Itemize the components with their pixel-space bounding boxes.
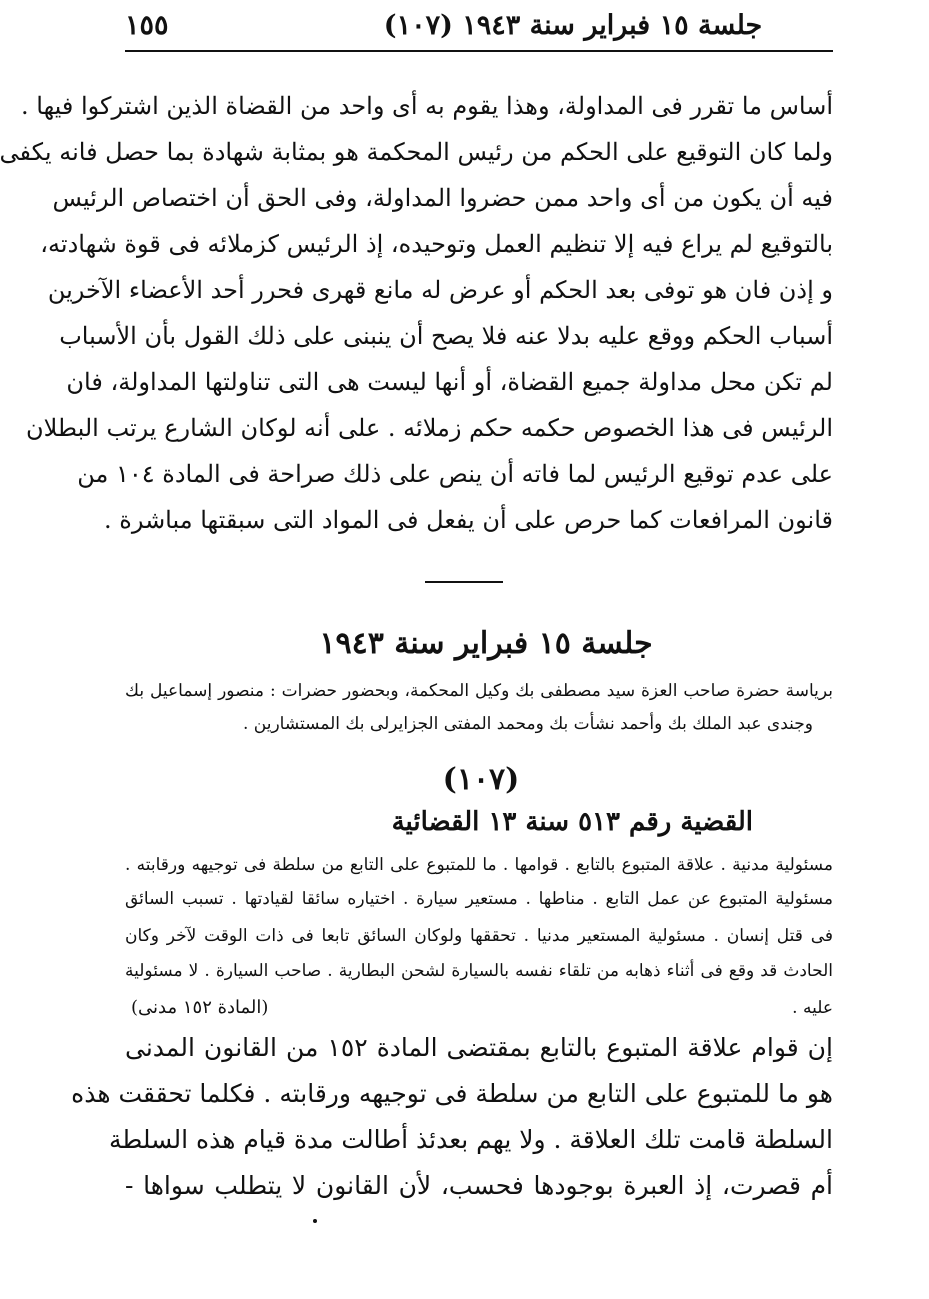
continued-ruling-line: أسباب الحكم ووقع عليه بدلا عنه فلا يصح أن ينبنى على ذلك القول بأن الأسباب [59,322,833,350]
continued-ruling-line: قانون المرافعات كما حرص على أن يفعل فى المواد التى سبقتها مباشرة . [104,506,833,534]
continued-ruling-line: فيه أن يكون من أى واحد ممن حضروا المداولة، وفى الحق أن اختصاص الرئيس [52,184,833,212]
summary-line: الحادث قد وقع فى أثناء ذهابه من تلقاء نفسه بالسيارة لشحن البطارية . صاحب السيارة . لا مسئولية [125,961,833,981]
ruling-line: أم قصرت، إذ العبرة بوجودها فحسب، لأن القانون لا يتطلب سواها - [125,1171,833,1200]
running-head: جلسة ١٥ فبراير سنة ١٩٤٣ (١٠٧) [383,10,763,41]
summary-line: مسئولية مدنية . علاقة المتبوع بالتابع . قوامها . ما للمتبوع على التابع من سلطة فى توجيهه ورقابته . [125,855,833,875]
presidency-line: وجندى عبد الملك بك وأحمد نشأت بك ومحمد المفتى الجزايرلى بك المستشارين . [242,714,813,734]
ruling-line: هو ما للمتبوع على التابع من سلطة فى توجيهه ورقابته . فكلما تحققت هذه [71,1079,833,1108]
continued-ruling-line: أساس ما تقرر فى المداولة، وهذا يقوم به أى واحد من القضاة الذين اشتركوا فيها . [21,92,833,120]
article-reference: (المادة ١٥٢ مدنى) [131,997,269,1018]
presidency-line: برياسة حضرة صاحب العزة سيد مصطفى بك وكيل المحكمة، وبحضور حضرات : منصور إسماعيل بك [125,681,833,701]
continued-ruling-line: الرئيس فى هذا الخصوص حكمه حكم زملائه . على أنه لوكان الشارع يرتب البطلان [25,414,833,442]
page-header [125,6,833,52]
print-mark [313,1219,317,1223]
continued-ruling-line: بالتوقيع لم يراع فيه إلا تنظيم العمل وتوحيده، إذ الرئيس كزملائه فى قوة شهادته، [40,230,833,258]
ruling-line: إن قوام علاقة المتبوع بالتابع بمقتضى المادة ١٥٢ من القانون المدنى [125,1033,833,1062]
summary-line: فى قتل إنسان . مسئولية المستعير مدنيا . تحققها ولوكان السائق تابعا فى ذات الوقت لآخر وكان [125,926,833,946]
case-title: القضية رقم ٥١٣ سنة ١٣ القضائية [391,807,753,837]
continued-ruling-line: لم تكن محل مداولة جميع القضاة، أو أنها ليست هى التى تناولتها المداولة، فان [66,368,833,396]
page-number: ١٥٥ [125,10,169,41]
continued-ruling-line: ولما كان التوقيع على الحكم من رئيس المحكمة هو بمثابة شهادة بما حصل فانه يكفى [0,138,833,166]
case-number: (١٠٧) [442,762,520,797]
summary-line: مسئولية المتبوع عن عمل التابع . مناطها . مستعير سيارة . اختياره سائقا لقيادتها . تسبب السائق [125,889,833,909]
summary-line: عليه . [792,998,833,1018]
ruling-line: السلطة قامت تلك العلاقة . ولا يهم بعدئذ أطالت مدة قيام هذه السلطة [108,1125,833,1154]
session-title: جلسة ١٥ فبراير سنة ١٩٤٣ [319,626,653,661]
continued-ruling-line: و إذن فان هو توفى بعد الحكم أو عرض له مانع قهرى فحرر أحد الأعضاء الآخرين [47,276,833,304]
section-divider [425,581,503,583]
continued-ruling-line: على عدم توقيع الرئيس لما فاته أن ينص على ذلك صراحة فى المادة ١٠٤ من [77,460,833,488]
